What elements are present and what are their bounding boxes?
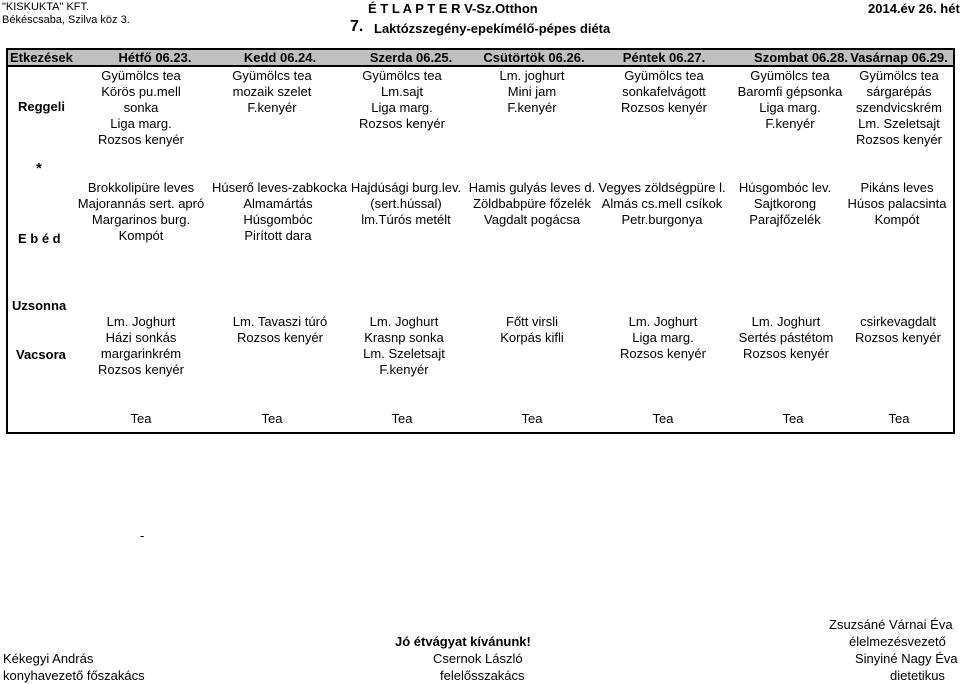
table-left-border [6,49,8,434]
dinner-label: Vacsora [16,347,66,362]
dinner-cell-monday: Lm. Joghurt Házi sonkás margarinkrém Rozsos kenyér [98,314,184,377]
company-name: "KISKUKTA" KFT. [2,1,90,13]
day-header: Péntek 06.27. [622,50,706,65]
lunch-cell-saturday: Húsgombóc lev. Sajtkorong Parajfőzelék [738,180,832,227]
signature-left-name: Kékegyi András [3,651,94,666]
day-header: Csütörtök 06.26. [483,50,585,65]
dinner-cell-sunday: csirkevagdalt Rozsos kenyér [855,314,941,345]
dinner-cell-tuesday: Lm. Tavaszi túró Rozsos kenyér [232,314,328,345]
signature-left-role: konyhavezető főszakács [3,668,145,683]
signature-right-role-2: dietetikus [890,668,945,683]
late-tea-monday: Tea [130,411,152,426]
day-header: Hétfő 06.23. [118,50,192,65]
greeting: Jó étvágyat kívánunk! [395,634,531,649]
late-tea-tuesday: Tea [261,411,283,426]
lunch-label: E b é d [18,231,61,246]
breakfast-cell-saturday: Gyümölcs tea Baromfi gépsonka Liga marg. F.kenyér [737,68,843,131]
day-header: Szombat 06.28. [754,50,848,65]
lunch-cell-thursday: Hamis gulyás leves d. Zöldbabpüre főzelék Vagdalt pogácsa [468,180,596,227]
day-header: Szerda 06.25. [369,50,453,65]
lunch-cell-sunday: Pikáns leves Húsos palacsinta Kompót [847,180,947,227]
signature-mid-name: Csernok László [433,651,523,666]
dinner-cell-friday: Lm. Joghurt Liga marg. Rozsos kenyér [620,314,706,361]
signature-right-name-2: Sinyiné Nagy Éva [855,651,958,666]
lunch-cell-wednesday: Hajdúsági burg.lev. (sert.hússal) lm.Túrós metélt [350,180,462,227]
company-address: Békéscsaba, Szilva köz 3. [2,14,130,26]
table-bottom-border [6,432,955,434]
day-header: Kedd 06.24. [243,50,317,65]
diet-name: Laktózszegény-epekímélő-pépes diéta [374,21,611,36]
dinner-cell-saturday: Lm. Joghurt Sertés pástétom Rozsos kenyér [738,314,834,361]
breakfast-label: Reggeli [18,99,65,114]
day-header: Vasárnap 06.29. [850,50,948,65]
late-tea-friday: Tea [652,411,674,426]
breakfast-cell-wednesday: Gyümölcs tea Lm.sajt Liga marg. Rozsos kenyér [359,68,445,131]
week-label: 2014.év 26. hét [868,1,960,16]
breakfast-cell-tuesday: Gyümölcs tea mozaik szelet F.kenyér [232,68,312,115]
dinner-cell-wednesday: Lm. Joghurt Krasnp sonka Lm. Szeletsajt F.kenyér [363,314,445,377]
diet-number: 7. [350,18,364,35]
afternoon-snack-label: Uzsonna [12,298,67,313]
late-tea-saturday: Tea [782,411,804,426]
late-tea-thursday: Tea [521,411,543,426]
breakfast-cell-sunday: Gyümölcs tea sárgarépás szendvicskrém Lm. Szeletsajt Rozsos kenyér [856,68,942,147]
late-tea-wednesday: Tea [391,411,413,426]
late-tea-sunday: Tea [888,411,910,426]
signature-right-name-1: Zsuzsáné Várnai Éva [829,617,953,632]
header-bottom-border [6,65,955,67]
lunch-cell-tuesday: Húserő leves-zabkocka Almamártás Húsgombóc Pirított dara [212,180,348,243]
page-title: É T L A P T E R V-Sz.Otthon [368,1,538,16]
table-top-border [6,48,955,50]
lunch-cell-monday: Brokkolipüre leves Majorannás sert. apró Margarinos burg. Kompót [77,180,205,243]
lunch-cell-friday: Vegyes zöldségpüre l. Almás cs.mell csíkok Petr.burgonya [598,180,726,227]
signature-right-role-1: élelmezésvezető [849,634,946,649]
breakfast-cell-friday: Gyümölcs tea sonkafelvágott Rozsos kenyér [621,68,707,115]
signature-mid-role: felelősszakács [440,668,525,683]
dinner-cell-thursday: Főtt virsli Korpás kifli [500,314,564,345]
breakfast-cell-thursday: Lm. joghurt Mini jam F.kenyér [499,68,565,115]
snack-marker: * [36,160,42,177]
breakfast-cell-monday: Gyümölcs tea Körös pu.mell sonka Liga marg. Rozsos kenyér [98,68,184,147]
meals-column-header: Etkezések [10,50,73,65]
footer-dash: - [140,528,145,543]
